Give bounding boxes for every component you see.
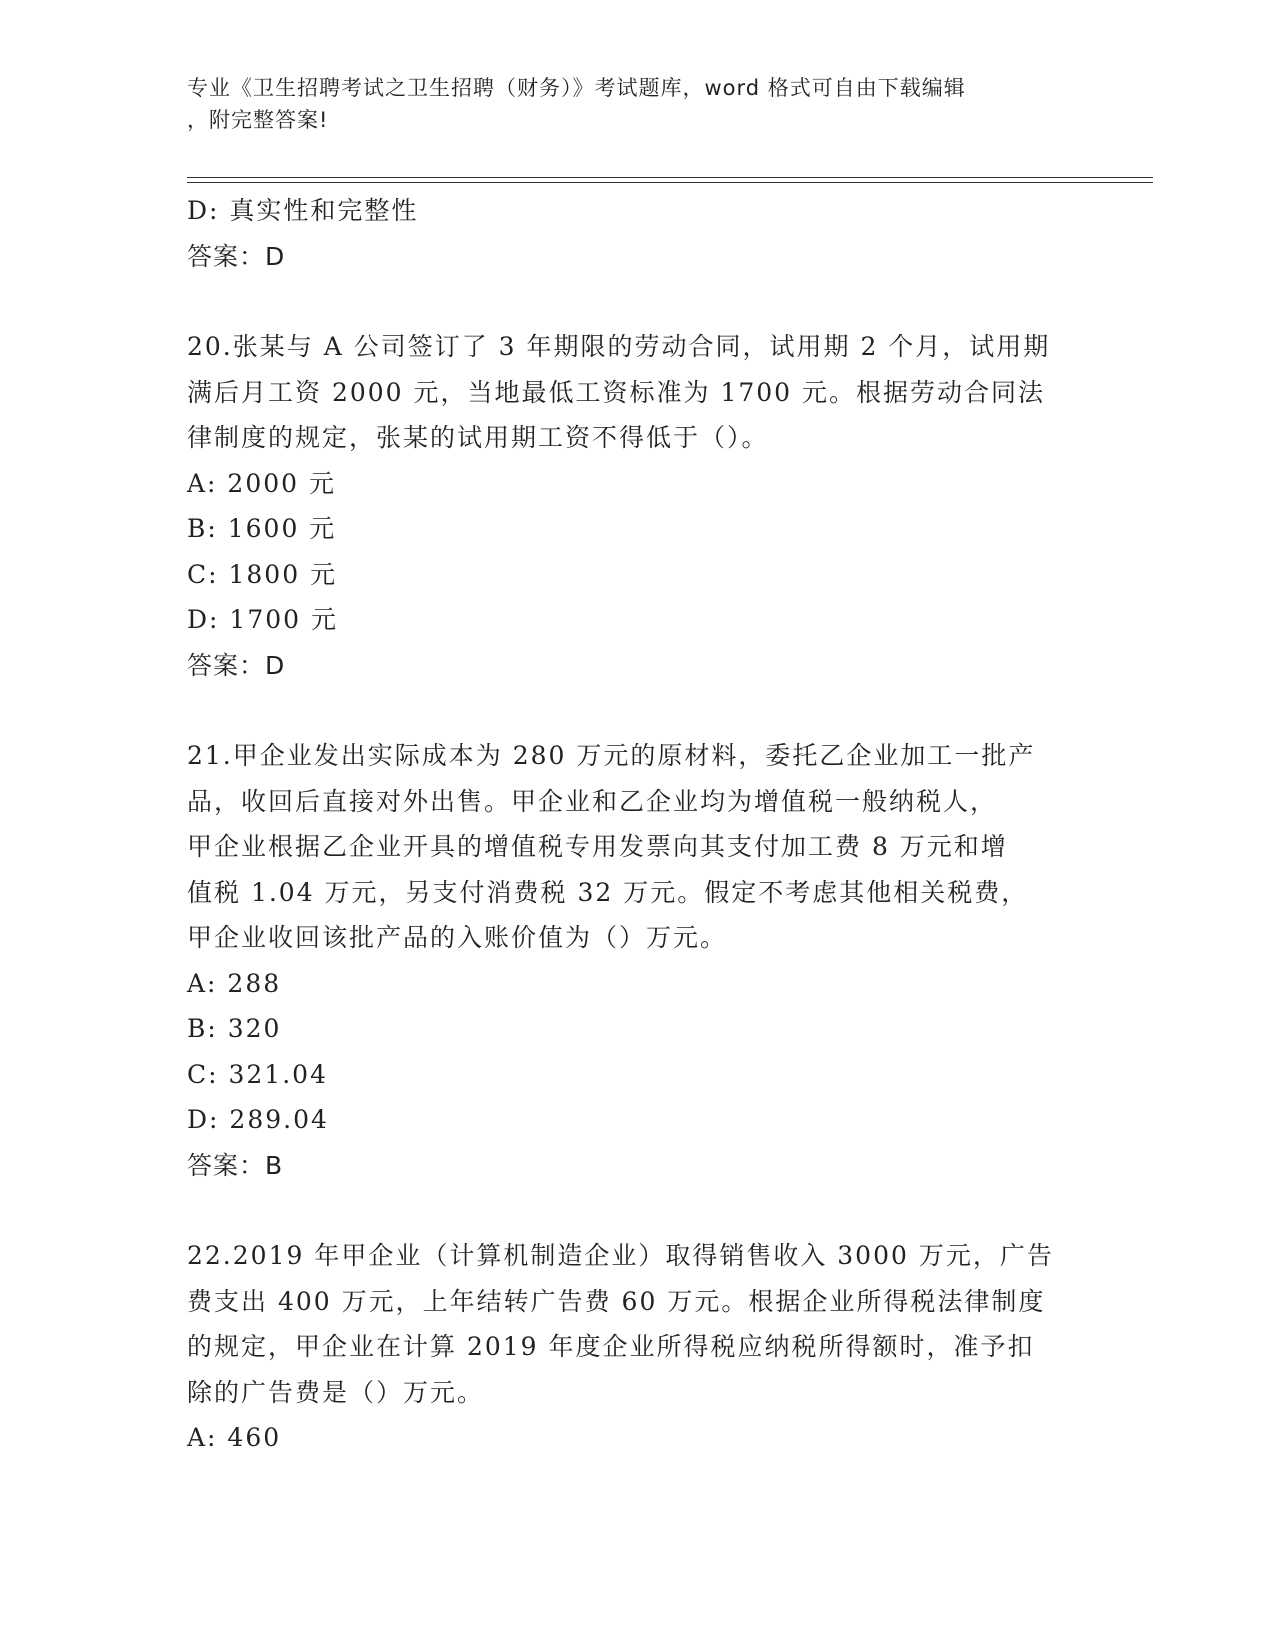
document-body [187, 188, 1087, 1461]
question-stem [187, 324, 1087, 461]
option-a: A: 460 [187, 1423, 282, 1452]
document-header [187, 72, 1067, 136]
answer-line: 答案：D [187, 650, 286, 680]
option-d: D: 真实性和完整性 [187, 196, 419, 225]
question-21 [187, 733, 1087, 1188]
option-d: D: 289.04 [187, 1105, 329, 1134]
stem-line: 21.甲企业发出实际成本为 280 万元的原材料，委托乙企业加工一批产 [187, 741, 1036, 770]
question-stem [187, 733, 1087, 961]
question-22 [187, 1233, 1087, 1461]
answer-line: 答案：B [187, 1150, 284, 1180]
stem-line: 费支出 400 万元，上年结转广告费 60 万元。根据企业所得税法律制度 [187, 1286, 1046, 1316]
header-line-2: ，附完整答案! [187, 108, 329, 132]
stem-line: 满后月工资 2000 元，当地最低工资标准为 1700 元。根据劳动合同法 [187, 377, 1046, 407]
option-a: A: 2000 元 [187, 468, 336, 498]
header-line-1: 专业《卫生招聘考试之卫生招聘（财务）》考试题库，word 格式可自由下载编辑 [187, 76, 966, 100]
stem-line: 的规定，甲企业在计算 2019 年度企业所得税应纳税所得额时，准予扣 [187, 1332, 1035, 1361]
header-divider-bottom [187, 182, 1153, 183]
stem-line: 值税 1.04 万元，另支付消费税 32 万元。假定不考虑其他相关税费， [187, 877, 1029, 907]
header-divider-top [187, 177, 1153, 178]
question-stem [187, 1233, 1087, 1415]
stem-line: 品，收回后直接对外出售。甲企业和乙企业均为增值税一般纳税人， [187, 786, 998, 816]
stem-line: 20.张某与 A 公司签订了 3 年期限的劳动合同，试用期 2 个月，试用期 [187, 332, 1051, 361]
option-c: C: 1800 元 [187, 559, 338, 589]
stem-line: 22.2019 年甲企业（计算机制造企业）取得销售收入 3000 万元，广告 [187, 1241, 1054, 1270]
option-c: C: 321.04 [187, 1059, 328, 1089]
stem-line: 甲企业根据乙企业开具的增值税专用发票向其支付加工费 8 万元和增 [187, 832, 1008, 861]
stem-line: 甲企业收回该批产品的入账价值为（）万元。 [187, 923, 728, 952]
stem-line: 律制度的规定，张某的试用期工资不得低于（）。 [187, 423, 769, 452]
option-a: A: 288 [187, 968, 282, 998]
stem-line: 除的广告费是（）万元。 [187, 1377, 485, 1407]
option-d: D: 1700 元 [187, 605, 338, 634]
answer-line: 答案：D [187, 241, 286, 271]
question-20 [187, 324, 1087, 688]
prev-question-tail [187, 188, 1087, 279]
option-b: B: 320 [187, 1014, 282, 1043]
option-b: B: 1600 元 [187, 514, 337, 543]
